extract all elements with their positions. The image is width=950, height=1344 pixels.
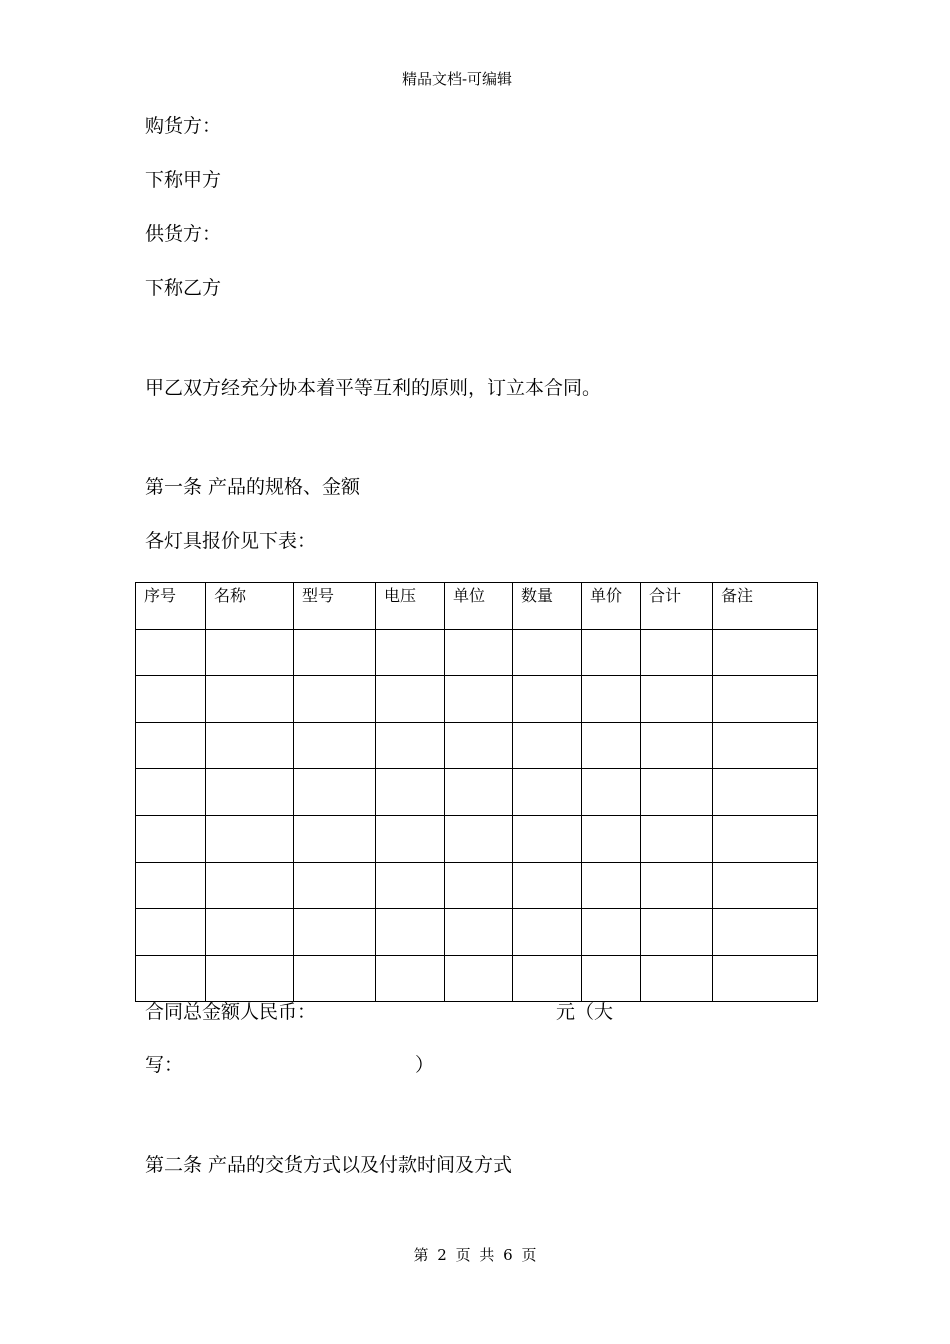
table-cell xyxy=(582,862,641,909)
table-cell xyxy=(582,676,641,723)
table-cell xyxy=(513,769,582,816)
table-cell xyxy=(641,815,713,862)
table-row xyxy=(136,722,818,769)
table-cell xyxy=(582,722,641,769)
table-cell xyxy=(641,722,713,769)
table-cell xyxy=(136,909,206,956)
table-cell xyxy=(445,909,513,956)
col-header-quantity: 数量 xyxy=(513,583,582,630)
table-cell xyxy=(376,722,445,769)
table-cell xyxy=(445,815,513,862)
table-row xyxy=(136,815,818,862)
table-cell xyxy=(582,769,641,816)
table-cell xyxy=(294,676,376,723)
table-cell xyxy=(206,862,294,909)
intro-paragraph: 甲乙双方经充分协本着平等互利的原则，订立本合同。 xyxy=(145,377,602,399)
table-cell xyxy=(294,629,376,676)
table-cell xyxy=(713,909,818,956)
table-cell xyxy=(513,955,582,1002)
buyer-alias: 下称甲方 xyxy=(145,169,222,191)
table-cell xyxy=(294,862,376,909)
supplier-label: 供货方： xyxy=(145,223,222,245)
uppercase-amount-label: 写： xyxy=(145,1054,184,1076)
table-cell xyxy=(376,629,445,676)
table-cell xyxy=(641,862,713,909)
table-cell xyxy=(713,955,818,1002)
table-cell xyxy=(513,909,582,956)
uppercase-amount-close: ） xyxy=(415,1054,435,1076)
table-cell xyxy=(206,769,294,816)
table-cell xyxy=(136,722,206,769)
table-cell xyxy=(206,629,294,676)
table-cell xyxy=(641,909,713,956)
table-cell xyxy=(294,815,376,862)
table-cell xyxy=(376,815,445,862)
table-cell xyxy=(582,955,641,1002)
col-header-subtotal: 合计 xyxy=(641,583,713,630)
table-cell xyxy=(445,862,513,909)
table-cell xyxy=(206,676,294,723)
table-cell xyxy=(641,629,713,676)
col-header-name: 名称 xyxy=(206,583,294,630)
table-cell xyxy=(376,955,445,1002)
table-cell xyxy=(376,676,445,723)
table-cell xyxy=(294,909,376,956)
table-row xyxy=(136,676,818,723)
table-cell xyxy=(641,769,713,816)
uppercase-amount-line xyxy=(145,1052,434,1078)
col-header-model: 型号 xyxy=(294,583,376,630)
price-table xyxy=(135,582,818,1002)
col-header-voltage: 电压 xyxy=(376,583,445,630)
table-cell xyxy=(376,909,445,956)
supplier-alias: 下称乙方 xyxy=(145,277,222,299)
total-amount-label: 合同总金额人民币： xyxy=(145,1001,317,1023)
table-row xyxy=(136,909,818,956)
article-1-title: 第一条 产品的规格、金额 xyxy=(145,476,361,498)
table-cell xyxy=(641,955,713,1002)
table-cell xyxy=(376,862,445,909)
table-cell xyxy=(136,815,206,862)
table-cell xyxy=(582,909,641,956)
table-cell xyxy=(206,722,294,769)
table-cell xyxy=(641,676,713,723)
col-header-unit-price: 单价 xyxy=(582,583,641,630)
page-header: 精品文档-可编辑 xyxy=(401,70,513,88)
col-header-index: 序号 xyxy=(136,583,206,630)
table-cell xyxy=(713,769,818,816)
col-header-unit: 单位 xyxy=(445,583,513,630)
page-footer: 第 2 页 共 6 页 xyxy=(413,1246,537,1264)
table-row xyxy=(136,955,818,1002)
table-cell xyxy=(582,815,641,862)
col-header-remarks: 备注 xyxy=(713,583,818,630)
table-cell xyxy=(206,909,294,956)
table-cell xyxy=(445,955,513,1002)
total-amount-line xyxy=(145,999,613,1025)
table-cell xyxy=(294,722,376,769)
total-amount-unit: 元（大 xyxy=(556,1001,614,1023)
table-cell xyxy=(136,862,206,909)
table-cell xyxy=(713,815,818,862)
article-2-title: 第二条 产品的交货方式以及付款时间及方式 xyxy=(145,1154,513,1176)
table-cell xyxy=(513,862,582,909)
table-cell xyxy=(713,722,818,769)
table-cell xyxy=(294,955,376,1002)
table-cell xyxy=(713,676,818,723)
table-cell xyxy=(513,815,582,862)
table-header-row xyxy=(136,583,818,630)
table-cell xyxy=(294,769,376,816)
table-cell xyxy=(136,769,206,816)
table-cell xyxy=(206,815,294,862)
price-table-body xyxy=(136,629,818,1002)
table-cell xyxy=(445,629,513,676)
table-cell xyxy=(513,722,582,769)
buyer-label: 购货方： xyxy=(145,115,222,137)
table-intro: 各灯具报价见下表： xyxy=(145,530,317,552)
table-cell xyxy=(136,629,206,676)
table-cell xyxy=(136,955,206,1002)
table-cell xyxy=(206,955,294,1002)
table-cell xyxy=(445,722,513,769)
table-cell xyxy=(376,769,445,816)
table-row xyxy=(136,862,818,909)
table-cell xyxy=(713,862,818,909)
table-cell xyxy=(513,629,582,676)
table-row xyxy=(136,769,818,816)
table-cell xyxy=(445,676,513,723)
table-cell xyxy=(136,676,206,723)
table-cell xyxy=(582,629,641,676)
table-row xyxy=(136,629,818,676)
table-cell xyxy=(713,629,818,676)
table-cell xyxy=(513,676,582,723)
table-cell xyxy=(445,769,513,816)
